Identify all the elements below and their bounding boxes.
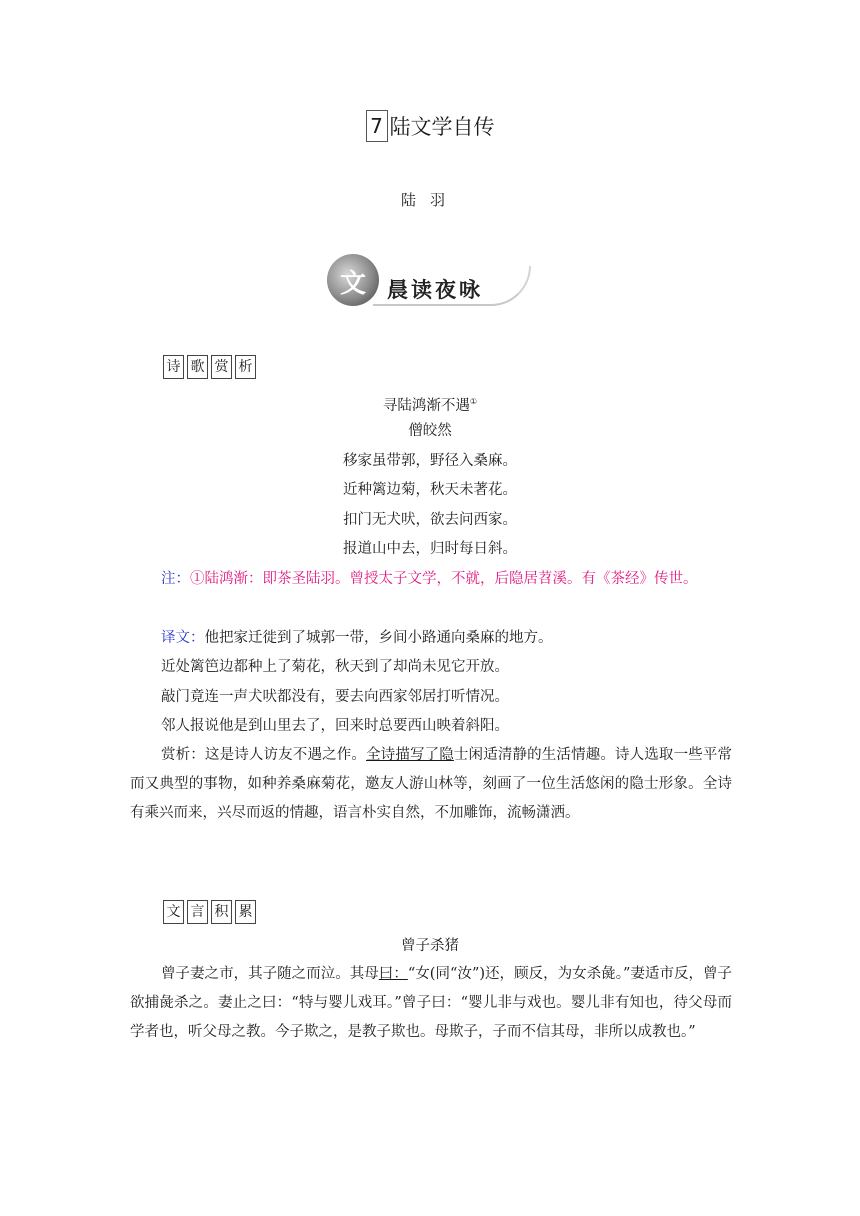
poem-line: 近种篱边菊，秋天未著花。: [343, 482, 517, 498]
header-char: 诗: [163, 355, 184, 379]
banner-text: 晨读夜咏: [387, 277, 483, 302]
header-char: 赏: [211, 355, 232, 379]
title-number: 7: [366, 110, 388, 142]
story-part2: “女(同“汝”)还，顾反，为女杀彘。”妻适市反，曾子欲捕彘杀之。妻止之曰：“特与婴儿戏耳。”曾子曰：“婴儿非与戏也。婴儿非有知也，待父母而学者也，听父母之教。今子欺之，是教子欺也。母欺子，子而不信其母，非所以成教也。”: [130, 966, 733, 1040]
appreciation-rest: 士闲适清静的生活情趣。诗人选取一些平常而又典型的事物，如种养桑麻菊花，邀友人游山林等，刻画了一位生活悠闲的隐士形象。全诗有乘兴而来，兴尽而返的情趣，语言朴实自然，不加雕饰，流畅潇洒。: [130, 747, 733, 821]
header-char: 积: [211, 900, 232, 924]
translation-line: [161, 628, 553, 648]
banner: [327, 252, 533, 310]
translation-line: 邻人报说他是到山里去了，回来时总要西山映着斜阳。: [161, 718, 509, 734]
note-label: 注：: [161, 571, 190, 587]
header-char: 累: [235, 900, 256, 924]
banner-icon-char: 文: [339, 269, 366, 299]
appreciation-underlined: 全诗描写了隐: [366, 747, 454, 763]
appreciation-paragraph: [130, 741, 732, 828]
story-part1: 曾子妻之市，其子随之而泣。其母: [161, 966, 379, 982]
story-underlined: 曰：: [378, 966, 408, 982]
translation-text: 他把家迁徙到了城郭一带，乡间小路通向桑麻的地方。: [204, 630, 553, 646]
header-char: 析: [235, 355, 256, 379]
translation-line: 近处篱笆边都种上了菊花，秋天到了却尚未见它开放。: [161, 659, 509, 675]
title: [0, 110, 860, 142]
translation-label: 译文：: [161, 630, 205, 646]
header-char: 歌: [187, 355, 208, 379]
banner-circle-icon: [327, 254, 379, 306]
translation-line: 敲门竟连一声犬吠都没有，要去向西家邻居打听情况。: [161, 689, 509, 705]
poem-title: [0, 392, 860, 416]
header-char: 言: [187, 900, 208, 924]
story-paragraph: [130, 960, 732, 1047]
poem-title-note: ①: [469, 397, 478, 406]
poem-title-text: 寻陆鸿渐不遇: [382, 397, 470, 414]
header-char: 文: [163, 900, 184, 924]
section-header-poetry: [163, 355, 259, 379]
story-title: 曾子杀猪: [401, 938, 459, 954]
poem-line: 移家虽带郭，野径入桑麻。: [343, 453, 517, 469]
title-text: 陆文学自传: [389, 115, 495, 139]
poem-line: 报道山中去，归时每日斜。: [343, 541, 517, 557]
author: 陆羽: [400, 191, 459, 209]
note-text: ①陆鸿渐：即茶圣陆羽。曾授太子文学，不就，后隐居苕溪。有《茶经》传世。: [190, 571, 698, 587]
poem-poet: 僧皎然: [408, 423, 452, 439]
appreciation-prefix: 赏析：这是诗人访友不遇之作。: [161, 747, 367, 763]
poem-note: [161, 569, 698, 589]
poem-line: 扣门无犬吠，欲去问西家。: [343, 512, 517, 528]
section-header-classical: [163, 900, 259, 924]
